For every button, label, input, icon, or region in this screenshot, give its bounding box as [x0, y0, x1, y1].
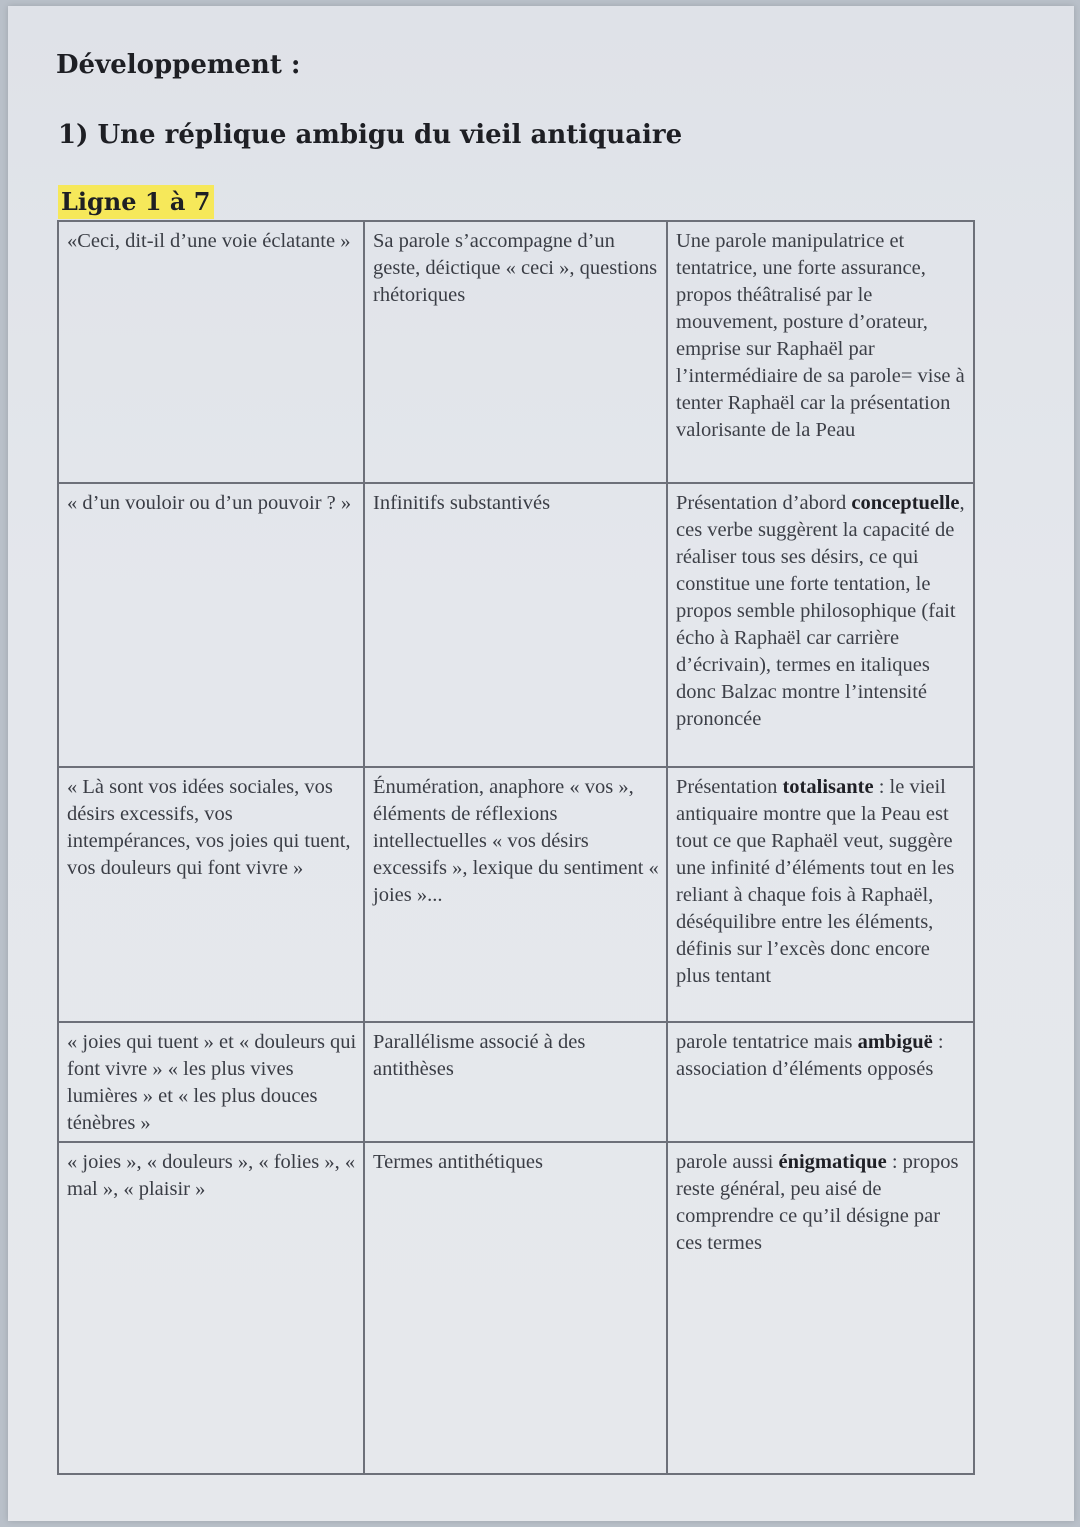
device-cell: Énumération, anaphore « vos », éléments de réflexions intellectuelles « vos désirs excessifs », lexique du sentiment « joies »... [364, 767, 667, 1022]
table-row [58, 767, 974, 1022]
interpretation-cell [667, 1142, 974, 1474]
quote-cell: « d’un vouloir ou d’un pouvoir ? » [58, 483, 364, 767]
device-cell: Termes antithétiques [364, 1142, 667, 1474]
interpretation-keyword: totalisante [782, 776, 874, 798]
interpretation-text: Présentation [676, 776, 783, 798]
interpretation-cell [667, 221, 974, 483]
interpretation-text: Une parole manipulatrice et tentatrice, une forte assurance, propos théâtralisé par le mouvement, posture d’orateur, emprise sur Raphaël par l’intermédiaire de sa parole= vise à tenter Raphaël car la présentation valorisante de la Peau [676, 230, 965, 441]
interpretation-text: , ces verbe suggèrent la capacité de réaliser tous ses désirs, ce qui constitue une forte tentation, le propos semble philosophique (fait écho à Raphaël car carrière d’écrivain), termes en italiques donc Balzac montre l’intensité prononcée [676, 492, 965, 730]
device-cell: Sa parole s’accompagne d’un geste, déictique « ceci », questions rhétoriques [364, 221, 667, 483]
interpretation-cell [667, 1022, 974, 1142]
table-row [58, 483, 974, 767]
quote-cell: « Là sont vos idées sociales, vos désirs excessifs, vos intempérances, vos joies qui tuent, vos douleurs qui font vivre » [58, 767, 364, 1022]
quote-cell: « joies qui tuent » et « douleurs qui font vivre » « les plus vives lumières » et « les plus douces ténèbres » [58, 1022, 364, 1142]
table-row [58, 1022, 974, 1142]
interpretation-cell [667, 767, 974, 1022]
interpretation-keyword: conceptuelle [851, 492, 960, 514]
device-cell: Infinitifs substantivés [364, 483, 667, 767]
section-title: 1) Une réplique ambigu du vieil antiquaire [58, 120, 683, 150]
table-row [58, 1142, 974, 1474]
analysis-table [57, 220, 975, 1475]
page-heading: Développement : [56, 50, 301, 80]
quote-cell: « joies », « douleurs », « folies », « mal », « plaisir » [58, 1142, 364, 1474]
interpretation-text: parole aussi [676, 1151, 779, 1173]
quote-cell: «Ceci, dit-il d’une voie éclatante » [58, 221, 364, 483]
interpretation-text: Présentation d’abord [676, 492, 852, 514]
interpretation-cell [667, 483, 974, 767]
interpretation-text: : le vieil antiquaire montre que la Peau est tout ce que Raphaël veut, suggère une infinité d’éléments tout en les reliant à chaque fois à Raphaël, déséquilibre entre les éléments, définis sur l’excès donc encore plus tentant [676, 776, 955, 987]
interpretation-keyword: énigmatique [778, 1151, 887, 1173]
lines-label-highlight: Ligne 1 à 7 [58, 185, 214, 219]
device-cell: Parallélisme associé à des antithèses [364, 1022, 667, 1142]
table-row [58, 221, 974, 483]
interpretation-text: parole tentatrice mais [676, 1031, 858, 1053]
interpretation-text: : association d’éléments opposés [676, 1031, 944, 1080]
interpretation-keyword: ambiguë [857, 1031, 933, 1053]
interpretation-text: : propos reste général, peu aisé de comprendre ce qu’il désigne par ces termes [676, 1151, 959, 1254]
